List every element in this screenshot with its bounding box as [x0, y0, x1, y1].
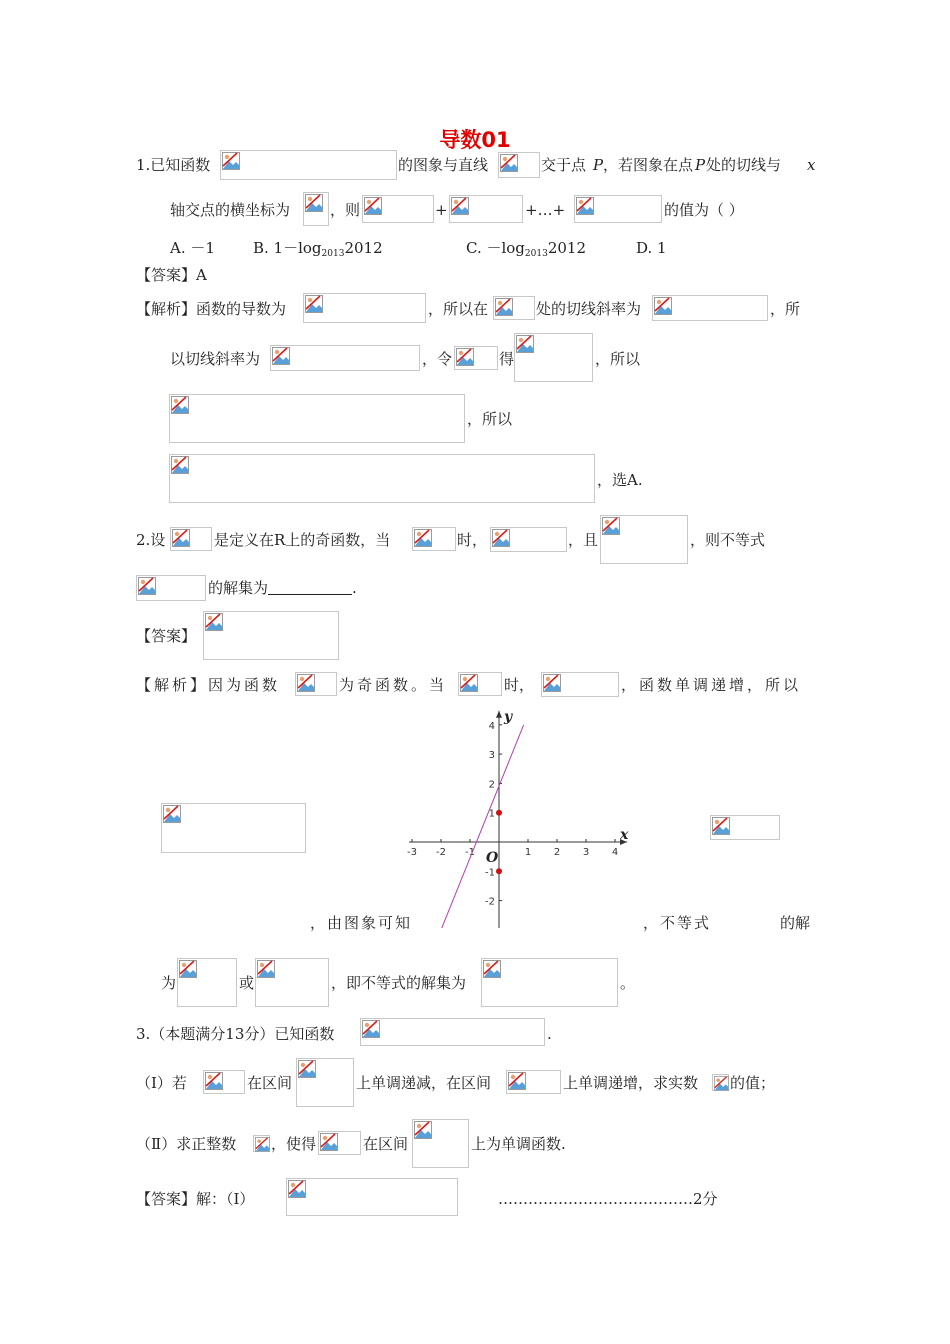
- q3-text: （Ⅱ）求正整数: [136, 1135, 237, 1153]
- broken-image-icon: [492, 529, 510, 547]
- q3-text: .: [547, 1025, 552, 1043]
- broken-image-icon: [163, 805, 181, 823]
- q3-text: 上为单调函数.: [471, 1135, 566, 1153]
- broken-image-icon: [171, 396, 189, 414]
- function-graph: [404, 706, 640, 928]
- formula-image: [161, 803, 306, 853]
- formula-image: [360, 1018, 545, 1046]
- formula-image: [136, 575, 206, 601]
- formula-image: [203, 1070, 245, 1094]
- formula-image: [286, 1178, 458, 1216]
- answer-label: 【答案】A: [136, 266, 207, 284]
- broken-image-icon: [255, 1137, 270, 1152]
- graph-svg: [404, 706, 640, 928]
- formula-image: [203, 611, 339, 660]
- broken-image-icon: [222, 152, 240, 170]
- broken-image-icon: [516, 335, 534, 353]
- q1-text: 1.已知函数: [136, 156, 211, 174]
- analysis-text: 或: [239, 974, 255, 992]
- broken-image-icon: [205, 613, 223, 631]
- q3-text: （Ⅰ）若: [136, 1074, 187, 1092]
- variable-label: x: [807, 156, 816, 174]
- analysis-text: 以切线斜率为: [170, 350, 261, 368]
- q1-text: 轴交点的横坐标为: [170, 201, 291, 219]
- plus-ellipsis: +…+: [525, 201, 566, 219]
- q1-text: 处的切线与: [706, 156, 782, 174]
- formula-image: [506, 1070, 561, 1094]
- marked-point: [496, 868, 502, 874]
- point-label: P: [695, 156, 706, 174]
- formula-image: [493, 296, 535, 320]
- answer-label: 【答案】解：（Ⅰ）: [136, 1190, 255, 1208]
- broken-image-icon: [320, 1133, 338, 1151]
- formula-image: [600, 515, 688, 564]
- formula-image: [169, 454, 595, 503]
- x-tick-label: -3: [407, 847, 417, 858]
- analysis-text: ，所以: [467, 410, 513, 428]
- y-axis-arrow: [496, 711, 502, 718]
- option-a: A. －1: [170, 239, 215, 257]
- formula-image: [498, 152, 540, 178]
- analysis-text: ，所以: [595, 350, 641, 368]
- answer-blank: [268, 580, 352, 595]
- analysis-text: 为奇函数。当: [339, 676, 448, 694]
- broken-image-icon: [500, 154, 518, 172]
- broken-image-icon: [362, 1020, 380, 1038]
- formula-image: [449, 195, 523, 223]
- analysis-text: ，所以在: [428, 300, 489, 318]
- formula-image: [318, 1131, 361, 1155]
- formula-image: [412, 527, 456, 551]
- broken-image-icon: [205, 1072, 223, 1090]
- analysis-text: 的解: [780, 914, 811, 932]
- formula-image: [270, 345, 420, 371]
- formula-image: [481, 958, 618, 1007]
- option-d: D. 1: [636, 239, 667, 257]
- q2-text: 2.设: [136, 531, 166, 549]
- formula-image: [253, 1135, 270, 1152]
- x-tick-label: 1: [524, 847, 532, 858]
- y-axis-label: y: [504, 708, 513, 725]
- analysis-text: ，令: [422, 350, 453, 368]
- y-tick-label: -1: [485, 867, 495, 879]
- analysis-text: ，选A.: [597, 471, 643, 489]
- x-tick-label: 3: [582, 847, 590, 858]
- y-tick-label: 4: [488, 720, 495, 732]
- x-tick-label: 4: [611, 847, 619, 858]
- broken-image-icon: [179, 960, 197, 978]
- q1-text: ，若图象在点: [603, 156, 694, 174]
- option-c: C. $-\log_{2013}2012$: [466, 239, 587, 259]
- broken-image-icon: [172, 529, 190, 547]
- formula-image: [710, 815, 780, 840]
- formula-image: [362, 195, 434, 223]
- q1-text: 的图象与直线: [398, 156, 489, 174]
- analysis-text: 【解析】因为函数: [136, 676, 281, 694]
- formula-image: [255, 958, 329, 1007]
- analysis-text: 【解析】函数的导数为: [136, 300, 287, 318]
- q3-text: 上单调递增，求实数: [563, 1074, 699, 1092]
- analysis-text: ，所: [770, 300, 801, 318]
- formula-image: [454, 346, 498, 370]
- y-tick-label: 3: [488, 750, 495, 762]
- analysis-text: ，由图象可知: [310, 914, 413, 932]
- q2-text: ，且: [568, 531, 599, 549]
- q3-text: 的值；: [730, 1074, 776, 1092]
- formula-image: [412, 1119, 469, 1168]
- formula-image: [458, 672, 502, 696]
- q3-text: 3.（本题满分13分）已知函数: [136, 1025, 335, 1043]
- score-text: …………………………………2分: [498, 1190, 718, 1208]
- broken-image-icon: [576, 197, 594, 215]
- analysis-text: 处的切线斜率为: [536, 300, 642, 318]
- broken-image-icon: [272, 347, 290, 365]
- broken-image-icon: [414, 529, 432, 547]
- formula-image: [177, 958, 237, 1007]
- analysis-text: 。: [620, 974, 636, 992]
- q1-text: 的值为（ ）: [664, 201, 744, 219]
- analysis-text: 为: [161, 974, 177, 992]
- broken-image-icon: [257, 960, 275, 978]
- broken-image-icon: [364, 197, 382, 215]
- answer-label: 【答案】: [136, 627, 197, 645]
- broken-image-icon: [460, 674, 478, 692]
- broken-image-icon: [298, 1060, 316, 1078]
- q3-text: 在区间: [247, 1074, 293, 1092]
- broken-image-icon: [288, 1180, 306, 1198]
- q2-text: 的解集为 .: [208, 579, 357, 597]
- broken-image-icon: [483, 960, 501, 978]
- formula-image: [303, 293, 426, 323]
- x-tick-label: -2: [436, 847, 446, 858]
- q1-text: ，则: [330, 201, 361, 219]
- formula-image: [574, 195, 662, 223]
- analysis-text: ，不等式: [643, 914, 712, 932]
- q2-text: 时，: [457, 531, 488, 549]
- q2-text: 是定义在R上的奇函数，当: [214, 531, 391, 549]
- broken-image-icon: [495, 298, 513, 316]
- q3-text: 在区间: [363, 1135, 409, 1153]
- formula-image: [169, 394, 465, 443]
- formula-image: [303, 192, 329, 226]
- broken-image-icon: [543, 674, 561, 692]
- broken-image-icon: [456, 348, 474, 366]
- analysis-text: ，函数单调递增，所以: [621, 676, 802, 694]
- formula-image: [170, 527, 212, 551]
- y-tick-label: 1: [488, 808, 495, 820]
- y-tick-label: -2: [485, 896, 495, 908]
- formula-image: [296, 1058, 354, 1107]
- x-tick-label: 2: [553, 847, 561, 858]
- q3-text: 上单调递减，在区间: [356, 1074, 492, 1092]
- broken-image-icon: [414, 1121, 432, 1139]
- q3-text: ，使得: [271, 1135, 317, 1153]
- origin-label: O: [486, 850, 499, 866]
- broken-image-icon: [508, 1072, 526, 1090]
- analysis-text: 时，: [504, 676, 535, 694]
- formula-image: [541, 672, 619, 697]
- analysis-text: ，即不等式的解集为: [331, 974, 467, 992]
- broken-image-icon: [654, 297, 672, 315]
- broken-image-icon: [297, 674, 315, 692]
- formula-image: [712, 1074, 729, 1091]
- broken-image-icon: [714, 1076, 729, 1091]
- point-label: P: [593, 156, 604, 174]
- graph-line: [441, 725, 524, 928]
- x-tick-label: -1: [465, 847, 475, 858]
- broken-image-icon: [305, 295, 323, 313]
- formula-image: [490, 527, 567, 552]
- formula-image: [652, 295, 768, 321]
- analysis-text: 得: [499, 350, 515, 368]
- option-b: B. $1-\log_{2013}2012$: [253, 239, 383, 259]
- broken-image-icon: [451, 197, 469, 215]
- plus-sign: +: [435, 201, 448, 219]
- formula-image: [514, 333, 593, 382]
- broken-image-icon: [602, 517, 620, 535]
- x-axis-label: x: [620, 827, 629, 843]
- broken-image-icon: [305, 194, 323, 212]
- y-tick-label: 2: [488, 779, 495, 791]
- marked-point: [496, 810, 502, 816]
- broken-image-icon: [138, 577, 156, 595]
- formula-image: [220, 150, 397, 180]
- broken-image-icon: [171, 456, 189, 474]
- broken-image-icon: [712, 817, 730, 835]
- page-title: 导数01: [439, 128, 511, 152]
- q1-text: 交于点: [541, 156, 587, 174]
- formula-image: [295, 672, 337, 696]
- q2-text: ，则不等式: [690, 531, 766, 549]
